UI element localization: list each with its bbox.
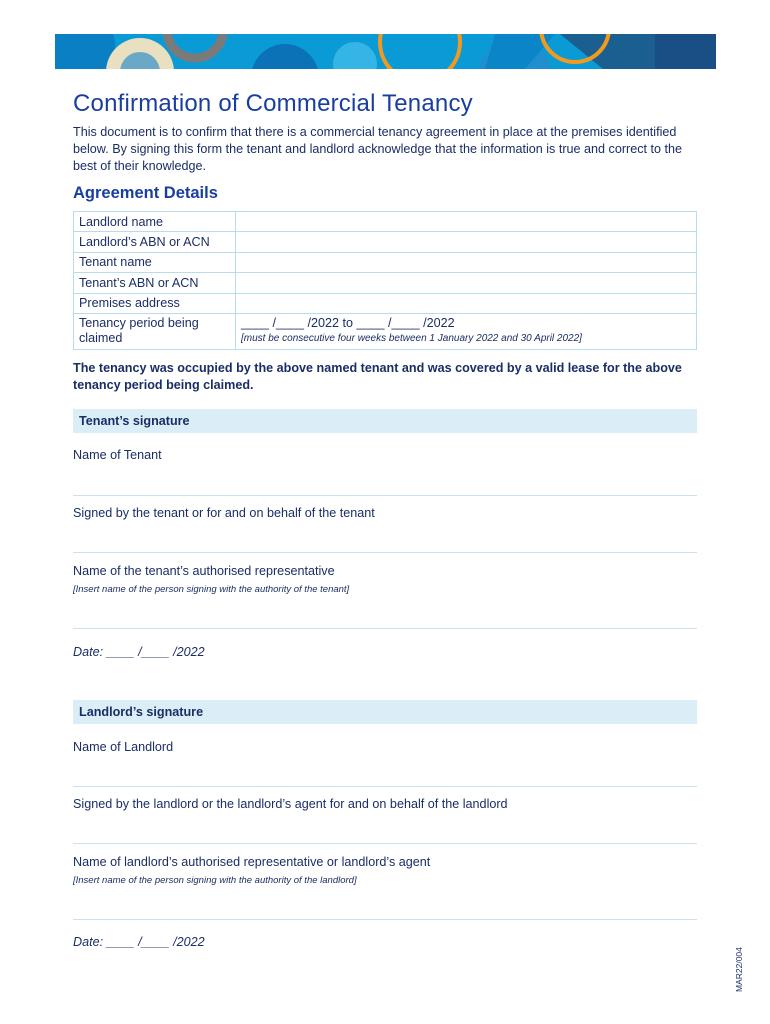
tenant-signature-heading: Tenant’s signature: [73, 409, 697, 433]
tenant-name-field[interactable]: [236, 252, 697, 272]
tenant-name-signature-label: Name of Tenant: [73, 448, 162, 462]
tenant-date-field[interactable]: Date: ____ /____ /2022: [73, 645, 205, 659]
landlord-rep-line[interactable]: [73, 919, 697, 920]
landlord-name-signature-label: Name of Landlord: [73, 740, 174, 754]
landlord-signed-label: Signed by the landlord or the landlord’s agent for and on behalf of the landlord: [73, 797, 508, 811]
tenant-signature-line[interactable]: [73, 552, 697, 553]
agreement-details-table: [73, 211, 697, 350]
tenancy-period-note: [must be consecutive four weeks between 1 January 2022 and 30 April 2022]: [241, 333, 582, 345]
header-banner: [55, 34, 716, 69]
agreement-details-heading: Agreement Details: [73, 184, 218, 202]
tenant-rep-label: Name of the tenant’s authorised representative: [73, 564, 335, 578]
table-row: [74, 212, 697, 232]
tenant-name-line[interactable]: [73, 495, 697, 496]
table-row: [74, 313, 697, 349]
tenancy-period-field[interactable]: [236, 313, 697, 349]
tenant-abn-field[interactable]: [236, 273, 697, 293]
landlord-name-field[interactable]: [236, 212, 697, 232]
page-title: Confirmation of Commercial Tenancy: [73, 90, 473, 117]
tenant-signed-label: Signed by the tenant or for and on behalf of the tenant: [73, 506, 375, 520]
tenancy-period-label: Tenancy period being claimed: [74, 313, 236, 349]
intro-text: This document is to confirm that there is a commercial tenancy agreement in place at the premises identified below. By signing this form the tenant and landlord acknowledge that the information is true and correct to the best of their knowledge.: [73, 125, 683, 174]
table-row: [74, 273, 697, 293]
occupancy-statement: The tenancy was occupied by the above named tenant and was covered by a valid lease for the above tenancy period being claimed.: [73, 361, 682, 393]
landlord-abn-field[interactable]: [236, 232, 697, 252]
table-row: [74, 232, 697, 252]
landlord-rep-label: Name of landlord’s authorised representative or landlord’s agent: [73, 855, 431, 869]
landlord-name-line[interactable]: [73, 786, 697, 787]
premises-address-label: Premises address: [74, 293, 236, 313]
premises-address-field[interactable]: [236, 293, 697, 313]
banner-graphic: [55, 34, 716, 69]
landlord-signature-line[interactable]: [73, 843, 697, 844]
table-row: [74, 293, 697, 313]
tenant-abn-label: Tenant’s ABN or ACN: [74, 273, 236, 293]
form-code: MAR22/004: [734, 947, 744, 992]
table-row: [74, 252, 697, 272]
tenancy-period-dates: ____ /____ /2022 to ____ /____ /2022: [241, 315, 455, 330]
tenant-name-label: Tenant name: [74, 252, 236, 272]
landlord-abn-label: Landlord’s ABN or ACN: [74, 232, 236, 252]
landlord-rep-note: [Insert name of the person signing with the authority of the landlord]: [73, 875, 357, 886]
landlord-name-label: Landlord name: [74, 212, 236, 232]
landlord-date-field[interactable]: Date: ____ /____ /2022: [73, 935, 205, 949]
landlord-signature-heading: Landlord’s signature: [73, 700, 697, 724]
tenant-rep-note: [Insert name of the person signing with the authority of the tenant]: [73, 584, 350, 595]
tenant-rep-line[interactable]: [73, 628, 697, 629]
